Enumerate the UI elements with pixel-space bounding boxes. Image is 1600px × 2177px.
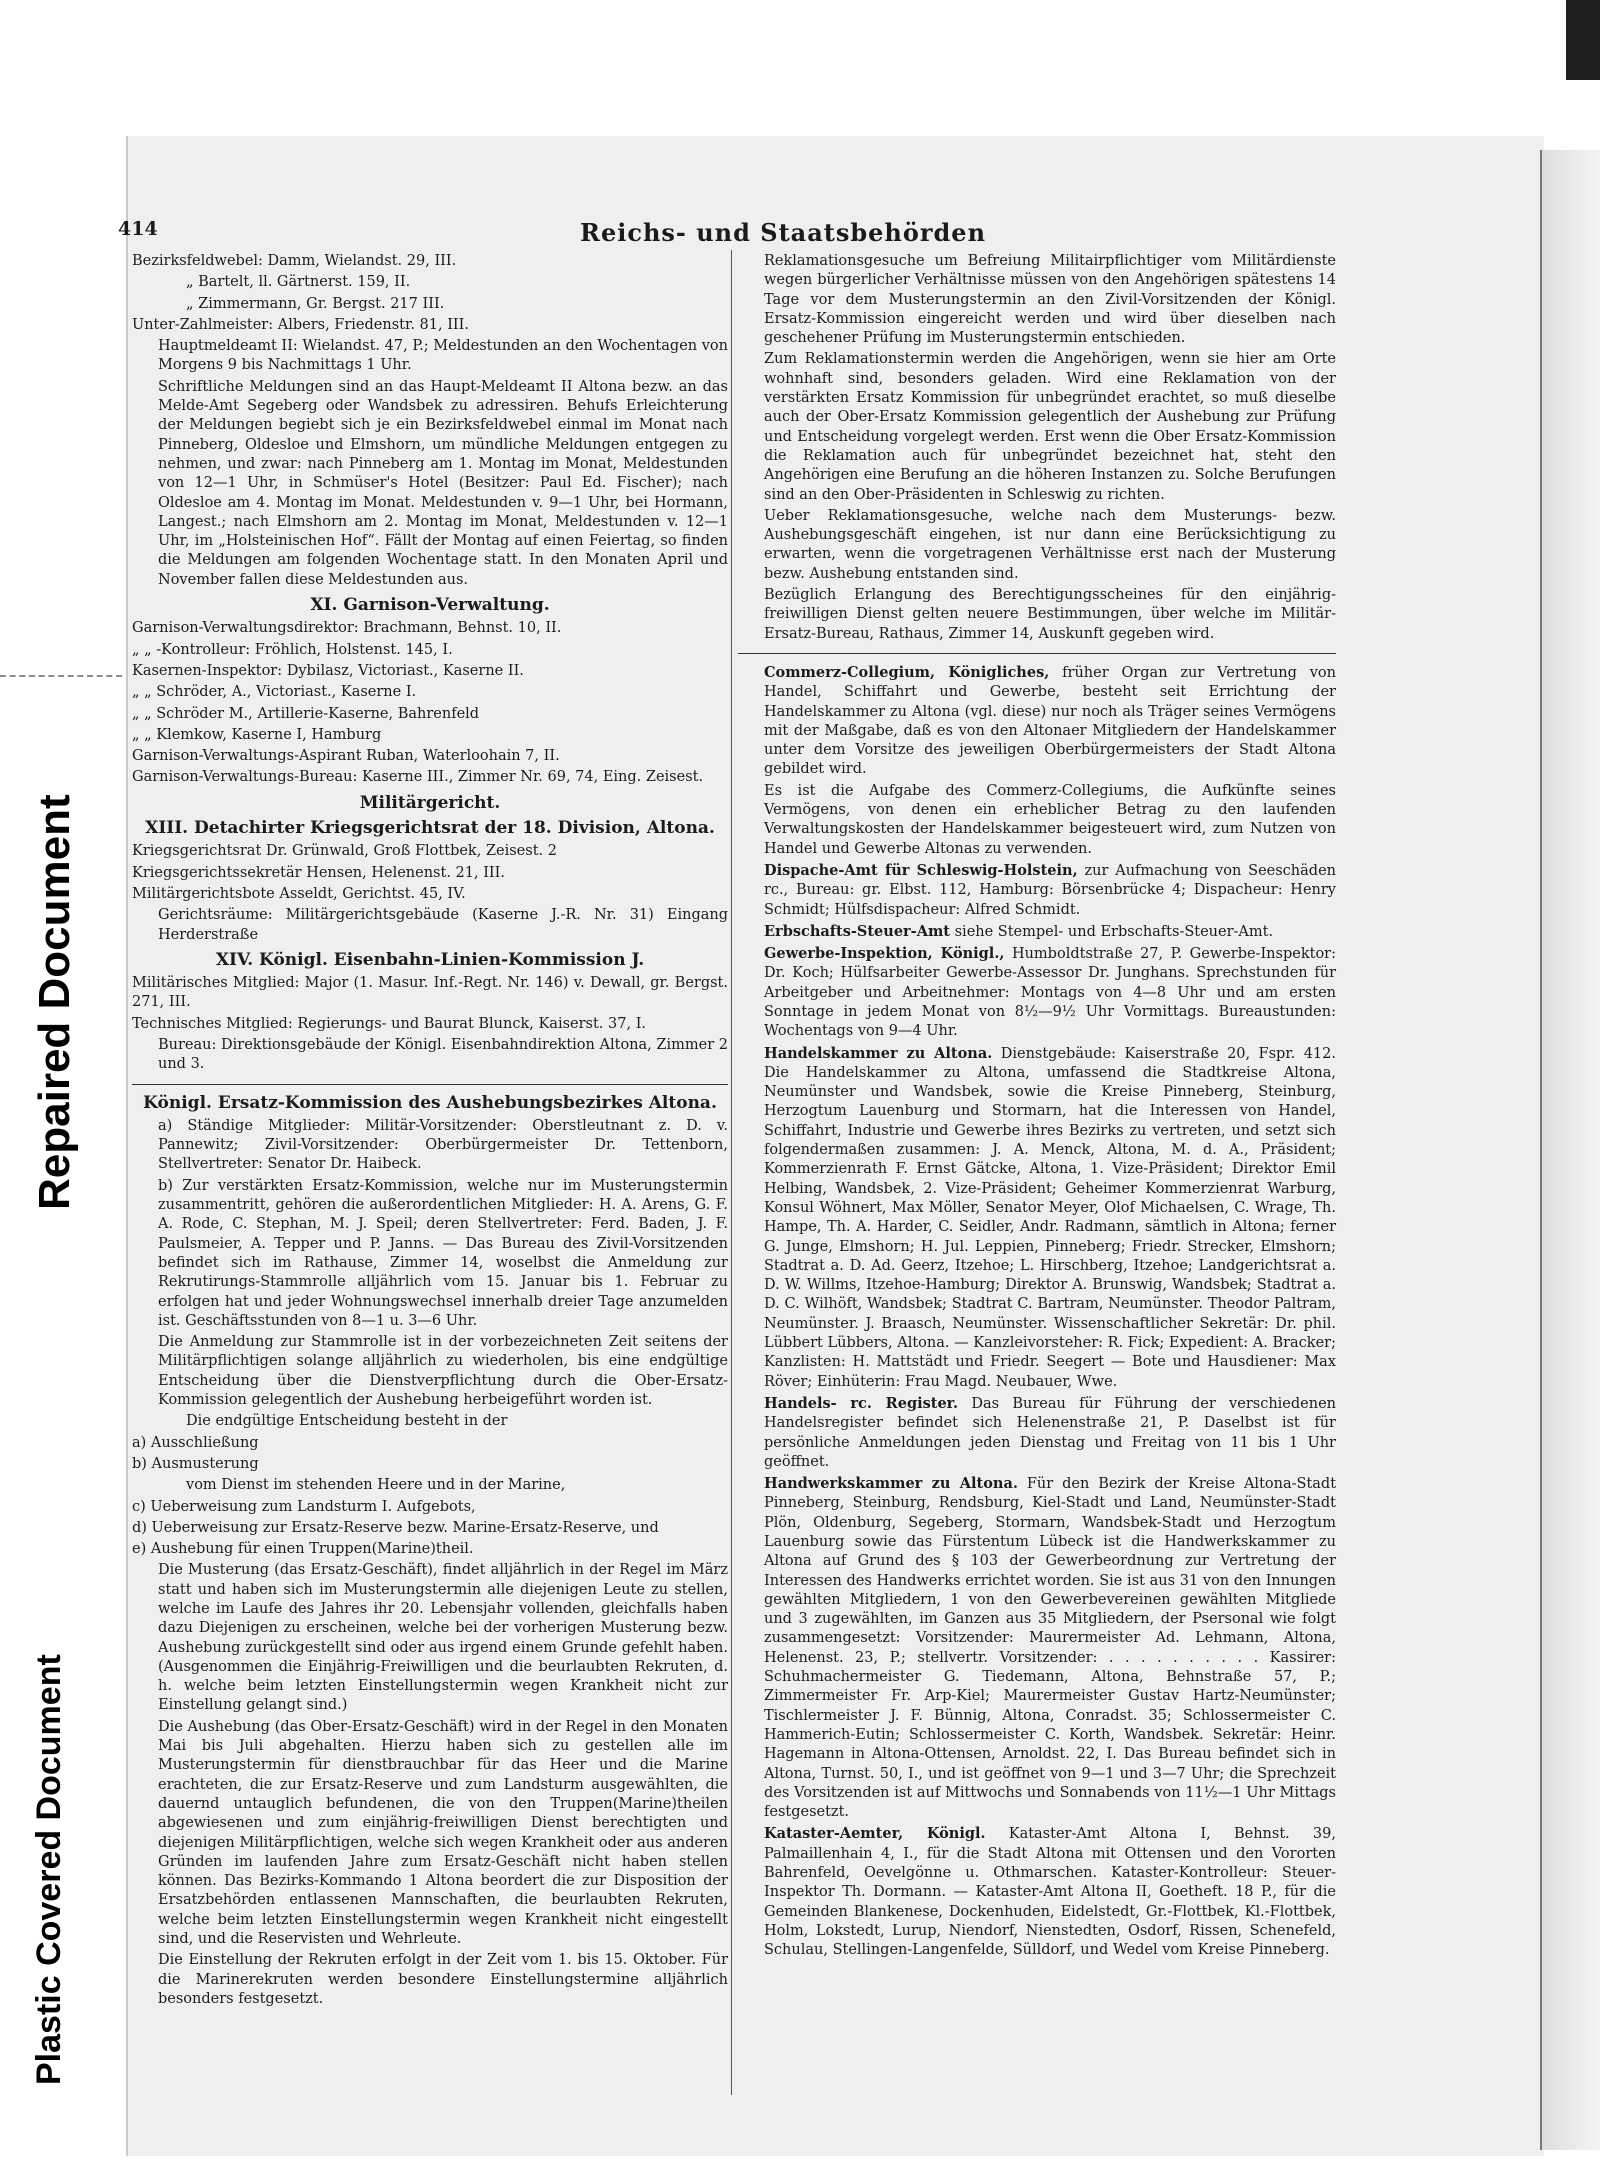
entry-heading: Handels- rc. Register. <box>764 1394 959 1412</box>
garnison-line: „ „ -Kontrolleur: Fröhlich, Holstenst. 145, I. <box>132 641 453 658</box>
entry-text: zur Aufmachung von Seeschäden rc., Bureau: gr. Elbst. 112, Hamburg: Börsenbrücke 4; Dispacheur: Henry Schmidt; Hülfsdispacheur: Alfred Schmidt. <box>764 862 1336 918</box>
bahn-line: Technisches Mitglied: Regierungs- und Baurat Blunck, Kaiserst. 37, I. <box>132 1015 647 1032</box>
entry-heading: Handelskammer zu Altona. <box>764 1044 993 1062</box>
garnison-line: Garnison-Verwaltungsdirektor: Brachmann, Behnst. 10, II. <box>132 620 562 637</box>
ueber-reklamation-paragraph: Ueber Reklamationsgesuche, welche nach dem Musterungs- bezw. Aushebungsgeschäft eingehen, ist nur dann eine Berücksichtigung zu erwarten, wenn die vorgetragenen Verhältnisse erst nach der Musterung bezw. Aushebung entstanden sind. <box>764 507 1336 582</box>
entry-text: Dienstgebäude: Kaiserstraße 20, Fspr. 412. Die Handelskammer zu Altona, umfassend die Stadtkreise Altona, Neumünster und Wandsbek, sowie die Kreise Pinneberg, Steinburg, Herzogtum Lauenburg und Stormarn, hat die Interessen von Handel, Schiffahrt, Industrie und Gewerbe ihres Bezirks zu vertreten, und setzt sich folgendermaßen zusammen: J. A. Menck, Altona, M. d. A., Präsident; Kommerzienrath F. Ernst Gätcke, Altona, 1. Vize-Präsident; Direktor Emil Helbing, Wandsbek, 2. Vize-Präsident; Geheimer Kommerzienrat Warburg, Konsul Wöhnert, Max Möller, Senator Meyer, Olof Michaelsen, C. Wrage, Th. Hampe, Th. A. Harder, C. Seidler, Andr. Radmann, sämtlich in Altona; ferner G. Junge, Elmshorn; H. Jul. Leppien, Pinneberg; Friedr. Strecker, Elmshorn; Stadtrat a. D. Ad. Geerz, Itzehoe; L. Hirschberg, Itzehoe; Landgerichtsrat a. D. W. Willms, Itzehoe-Hamburg; Direktor A. Brunswig, Wandsbek; Stadtrat a. D. C. Wilhöft, Wandsbek; Stadtrat C. Bartram, Neumünster. Theodor Paltram, Neumünster. J. Braasch, Neumünster. Wissenschaftlicher Sekretär: Dr. phil. Lübbert Lübbers, Altona. — Kanzleivorsteher: R. Fick; Expedient: A. Bracker; Kanzlisten: H. Mattstädt und Friedr. Seegert — Bote und Hausdiener: Max Röver; Einhüterin: Frau Magd. Neubauer, Wwe. <box>764 1045 1336 1390</box>
bahn-line: Bureau: Direktionsgebäude der Königl. Eisenbahndirektion Altona, Zimmer 2 und 3. <box>158 1036 728 1073</box>
entry-commerz-collegium <box>738 663 1336 780</box>
staff-line: „ Bartelt, ll. Gärtnerst. 159, II. <box>186 274 411 291</box>
section-kriegsgerichtsrat: XIII. Detachirter Kriegsgerichtsrat der 18. Division, Altona. <box>145 818 715 839</box>
garnison-line: Garnison-Verwaltungs-Bureau: Kaserne III., Zimmer Nr. 69, 74, Eing. Zeisest. <box>132 769 704 786</box>
entry-text: früher Organ zur Vertretung von Handel, Schiffahrt und Gewerbe, besteht seit Errichtung der Handelskammer zu Altona (vgl. diese) nur noch als Träger seines Vermögens mit der Maßgabe, daß es von den Altonaer Mitgliedern der Handelskammer unter dem Vorsitze des jeweiligen Oberbürgermeisters der Stadt Altona gebildet wird. <box>764 664 1336 778</box>
dashed-separator <box>0 675 122 677</box>
musterung-paragraph: Die Musterung (das Ersatz-Geschäft), findet alljährlich in der Regel im März statt und haben sich im Musterungstermin alle diejenigen Leute zu stellen, welche im Laufe des Jahres ihr 20. Lebensjahr vollenden, gleichfalls haben dazu Diejenigen zu erscheinen, welche bei der vorherigen Musterung bezw. Aushebung zurückgestellt sind oder aus irgend einem Grunde gefehlt haben. (Ausgenommen die Einjährig-Freiwilligen und die beurlaubten Rekruten, d. h. welche beim letzten Einstellungstermin wegen Krankheit nicht zur Einstellung gelangt sind.) <box>158 1562 728 1714</box>
garnison-line: Garnison-Verwaltungs-Aspirant Ruban, Waterloohain 7, II. <box>132 748 560 765</box>
entscheidung-intro: Die endgültige Entscheidung besteht in der <box>186 1413 508 1430</box>
commerz-paragraph: Es ist die Aufgabe des Commerz-Collegiums, die Aufkünfte seines Vermögens, von denen ein erheblicher Betrag zu den laufenden Verwaltungskosten der Handelskammer beigesteuert wird, zum Nutzen von Handel und Gewerbe Altonas zu verwenden. <box>764 782 1336 857</box>
entry-text: Kataster-Amt Altona I, Behnst. 39, Palmaillenhain 4, I., für die Stadt Altona mit Ottensen und den Vororten Bahrenfeld, Oevelgönne u. Othmarschen. Kataster-Kontrolleur: Steuer-Inspektor Th. Dormann. — Kataster-Amt Altona II, Goetheft. 18 P., für die Gemeinden Blankenese, Dockenhuden, Eidelstedt, Gr.-Flottbek, Kl.-Flottbek, Holm, Lokstedt, Lurup, Niendorf, Nienstedten, Osdorf, Rissen, Schenefeld, Schulau, Stellingen-Langenfelde, Sülldorf, und Wedel vom Kreise Pinneberg. <box>764 1826 1336 1959</box>
entry-heading: Gewerbe-Inspektion, Königl., <box>764 945 1005 963</box>
hauptmeldeamt-paragraph: Hauptmeldeamt II: Wielandst. 47, P.; Meldestunden an den Wochentagen von Morgens 9 bis Nachmittags 1 Uhr. <box>158 338 728 374</box>
berechtigungsschein-paragraph: Bezüglich Erlangung des Berechtigungsscheines für den einjährig-freiwilligen Dienst gelten neuere Bestimmungen, über welche im Militär-Ersatz-Bureau, Rathaus, Zimmer 14, Auskunft gegeben wird. <box>764 587 1336 642</box>
reklamationstermin-paragraph: Zum Reklamationstermin werden die Angehörigen, wenn sie hier am Orte wohnhaft sind, besonders geladen. Wird eine Reklamation von der verstärkten Ersatz Kommission für unbegründet erachtet, so muß dieselbe auch der Ober-Ersatz Kommission gelegentlich der Aushebung zur Prüfung und Entscheidung vorgelegt werden. Erst wenn die Ober Ersatz-Kommission die Reklamation auch für unbegründet bezeichnet hat, steht den Angehörigen eine Berufung an die höheren Instanzen zu. Solche Berufungen sind an den Ober-Präsidenten in Schleswig zu richten. <box>764 351 1336 503</box>
garnison-line: „ „ Schröder M., Artillerie-Kaserne, Bahrenfeld <box>132 705 480 722</box>
section-rule <box>738 653 1336 654</box>
left-column <box>132 252 728 2011</box>
anmeldung-paragraph: Die Anmeldung zur Stammrolle ist in der vorbezeichneten Zeit seitens der Militärpflichtigen solange alljährlich zu wiederholen, bis eine endgültige Entscheidung über die Dienstverpflichtung durch die Ober-Ersatz-Kommission gelegentlich der Aushebung herbeigeführt worden ist. <box>158 1334 728 1409</box>
garnison-line: „ „ Klemkow, Kaserne I, Hamburg <box>132 726 382 743</box>
page-header: Reichs- und Staatsbehörden <box>580 218 987 247</box>
entry-heading: Handwerkskammer zu Altona. <box>764 1475 1018 1493</box>
entry-text: siehe Stempel- und Erbschafts-Steuer-Amt. <box>954 923 1274 940</box>
column-divider <box>731 250 732 2095</box>
aushebung-paragraph: Die Aushebung (das Ober-Ersatz-Geschäft) wird in der Regel in den Monaten Mai bis Juli abgehalten. Hierzu haben sich zu gestellen alle im Musterungstermin für dienstbrauchbar für das Heer und die Marine erachteten, die zur Ersatz-Reserve und zum Landsturm ausgewählten, die dauernd untauglich befundenen, die von den Truppen(Marine)theilen abgewiesenen und zum einjährig-freiwilligen Dienst berechtigten und diejenigen Militärpflichtigen, welche sich wegen Krankheit oder aus anderen Gründen im laufenden Jahre zum Ersatz-Geschäft nicht haben stellen können. Das Bezirks-Kommando 1 Altona beordert die zur Disposition der Ersatzbehörden entlassenen Mannschaften, die beurlaubten Rekruten, welche beim letzten Einstellungstermin wegen Krankheit nicht eingestellt sind, und die Reservisten und Wehrleute. <box>158 1718 728 1948</box>
entscheidung-item: a) Ausschließung <box>132 1434 259 1451</box>
reklamation-paragraph: Reklamationsgesuche um Befreiung Militairpflichtiger vom Militärdienste wegen bürgerlicher Verhältnisse müssen von den Angehörigen spätestens 14 Tage vor dem Musterungstermin an den Zivil-Vorsitzenden der Königl. Ersatz-Kommission eingereicht werden und wird über dieselben nach geschehener Prüfung im Musterungstermin entschieden. <box>764 253 1336 347</box>
gericht-line: Gerichtsräume: Militärgerichtsgebäude (Kaserne J.-R. Nr. 31) Eingang Herderstraße <box>158 907 728 943</box>
entscheidung-item: vom Dienst im stehenden Heere und in der Marine, <box>186 1477 566 1494</box>
ersatz-a-paragraph: a) Ständige Mitglieder: Militär-Vorsitzender: Oberstleutnant z. D. v. Pannewitz; Zivil-Vorsitzender: Oberbürgermeister Dr. Tettenborn, Stellvertreter: Senator Dr. Haibeck. <box>158 1117 728 1173</box>
entry-heading: Dispache-Amt für Schleswig-Holstein, <box>764 861 1078 879</box>
section-garnison-verwaltung: XI. Garnison-Verwaltung. <box>310 595 550 616</box>
ersatz-b-paragraph: b) Zur verstärkten Ersatz-Kommission, welche nur im Musterungstermin zusammentritt, gehören die außerordentlichen Mitglieder: H. A. Arens, G. F. A. Rode, C. Stephan, M. J. Speil; deren Stellvertreter: Ferd. Baden, J. F. Paulsmeier, A. Tepper und P. Janns. — Das Bureau des Zivil-Vorsitzenden befindet sich im Rathause, Zimmer 14, woselbst die Anmeldung zur Rekrutirungs-Stammrolle alljährlich vom 15. Januar bis 1. Februar zu erfolgen hat und jeder Wohnungswechsel innerhalb dreier Tage anzumelden ist. Geschäftsstunden von 8—1 u. 3—6 Uhr. <box>158 1177 728 1329</box>
gericht-line: Kriegsgerichtssekretär Hensen, Helenenst. 21, III. <box>132 864 505 881</box>
staff-line: „ Zimmermann, Gr. Bergst. 217 III. <box>186 295 445 312</box>
repaired-document-label: Repaired Document <box>30 794 79 1210</box>
bahn-line: Militärisches Mitglied: Major (1. Masur. Inf.-Regt. Nr. 146) v. Dewall, gr. Bergst. 271, III. <box>132 975 728 1011</box>
entry-dispache-amt <box>738 861 1336 920</box>
left-label-strip <box>0 0 120 2177</box>
entry-gewerbe-inspektion <box>738 944 1336 1041</box>
entry-heading: Kataster-Aemter, Königl. <box>764 1825 986 1843</box>
section-eisenbahn-kommission: XIV. Königl. Eisenbahn-Linien-Kommission J. <box>215 949 645 970</box>
dark-corner <box>1566 0 1600 80</box>
entry-heading: Commerz-Collegium, Königliches, <box>764 663 1050 681</box>
gericht-line: Kriegsgerichtsrat Dr. Grünwald, Groß Flottbek, Zeisest. 2 <box>132 843 557 860</box>
plastic-covered-label: Plastic Covered Document <box>30 1654 68 2085</box>
entry-handelskammer <box>738 1044 1336 1392</box>
einstellung-paragraph: Die Einstellung der Rekruten erfolgt in der Zeit vom 1. bis 15. Oktober. Für die Marinerekruten werden besondere Einstellungstermine alljährlich besonders festgesetzt. <box>158 1952 728 2007</box>
page-number: 414 <box>118 218 158 240</box>
right-gutter <box>1540 150 1600 2150</box>
entry-handels-register <box>738 1394 1336 1472</box>
entscheidung-item: e) Aushebung für einen Truppen(Marine)theil. <box>132 1541 474 1558</box>
garnison-line: „ „ Schröder, A., Victoriast., Kaserne I. <box>132 684 417 701</box>
entscheidung-item: d) Ueberweisung zur Ersatz-Reserve bezw. Marine-Ersatz-Reserve, und <box>132 1519 659 1536</box>
top-band <box>122 0 1600 52</box>
entry-text: Für den Bezirk der Kreise Altona-Stadt Pinneberg, Steinburg, Rendsburg, Kiel-Stadt und Land, Neumünster-Stadt Plön, Oldenburg, Segeberg, Stormarn, Wandsbek-Stadt und Herzogtum Lauenburg sowie das Fürstentum Lübeck ist die Handwerkskammer zu Altona auf Grund des § 103 der Gewerbeordnung zur Vertretung der Interessen des Handwerks errichtet worden. Sie ist aus 31 von den Innungen gewählten Mitgliedern, 1 von den Gewerbevereinen gewählten Mitgliede und 3 zugewählten, im Ganzen aus 35 Mitgliedern, der Psersonal wie folgt zusammengesetzt: Vorsitzender: Maurermeister Ad. Lehmann, Altona, Helenenst. 23, P.; stellvertr. Vorsitzender: . . . . . . . . . . Kassirer: Schuhmachermeister G. Tiedemann, Altona, Behnstraße 57, P.; Zimmermeister Fr. Arp-Kiel; Maurermeister Gustav Hartz-Neumünster; Tischlermeister J. F. Bünnig, Altona, Conradst. 35; Schlossermeister C. Hammerich-Eutin; Schlossermeister C. Korth, Wandsbek. Sekretär: Heinr. Hagemann in Altona-Ottensen, Arnoldst. 22, I. Das Bureau befindet sich in Altona, Turnst. 50, I., und ist geöffnet von 9—1 und 3—7 Uhr; die Sprechzeit des Vorsitzenden ist auf Mittwochs und Sonnabends von 11½—1 Uhr Mittags festgesetzt. <box>764 1476 1337 1821</box>
meldungen-paragraph: Schriftliche Meldungen sind an das Haupt-Meldeamt II Altona bezw. an das Melde-Amt Segeberg oder Wandsbek zu adressiren. Behufs Erleichterung der Meldungen begiebt sich je ein Bezirksfeldwebel einmal im Monat nach Pinneberg, Oldesloe und Elmshorn, um mündliche Meldungen entgegen zu nehmen, und zwar: nach Pinneberg am 1. Montag im Monat, Meldestunden von 12—1 Uhr, in Schmüser's Hotel (Besitzer: Paul Ed. Fischer); nach Oldesloe am 4. Montag im Monat. Meldestunden v. 9—1 Uhr, bei Hormann, Langest.; nach Elmshorn am 2. Montag im Monat, Meldestunden v. 12—1 Uhr, im „Holsteinischen Hof“. Fällt der Montag auf einen Feiertag, so finden die Meldungen am folgenden Wochentage statt. In den Monaten April und November fallen diese Meldestunden aus. <box>158 378 728 588</box>
garnison-line: Kasernen-Inspektor: Dybilasz, Victoriast., Kaserne II. <box>132 662 524 679</box>
section-ersatz-kommission: Königl. Ersatz-Kommission des Aushebungsbezirkes Altona. <box>143 1092 717 1113</box>
entry-text: Humboldtstraße 27, P. Gewerbe-Inspektor: Dr. Koch; Hülfsarbeiter Gewerbe-Assessor Dr. Junghans. Sprechstunden für Arbeitgeber und Arbeitnehmer: Montags von 4—8 Uhr und am ersten Sonntage in jedem Monat von 8½—9½ Uhr Vormittags. Bureaustunden: Wochentags von 9—4 Uhr. <box>764 946 1336 1040</box>
entscheidung-item: c) Ueberweisung zum Landsturm I. Aufgebots, <box>132 1498 476 1515</box>
staff-line: Unter-Zahlmeister: Albers, Friedenstr. 81, III. <box>132 316 469 333</box>
entry-erbschafts-steuer-amt <box>738 922 1336 942</box>
entry-heading: Erbschafts-Steuer-Amt <box>764 922 950 940</box>
entry-kataster-aemter <box>738 1824 1336 1960</box>
staff-line: Bezirksfeldwebel: Damm, Wielandst. 29, III. <box>132 253 457 269</box>
gericht-line: Militärgerichtsbote Asseldt, Gerichtst. 45, IV. <box>132 885 466 902</box>
entry-handwerkskammer <box>738 1474 1336 1822</box>
entscheidung-item: b) Ausmusterung <box>132 1455 259 1472</box>
section-militaergericht: Militärgericht. <box>359 792 501 813</box>
entry-text: Das Bureau für Führung der verschiedenen Handelsregister befindet sich Helenenstraße 21, P. Daselbst ist für persönliche Anmeldungen jeden Dienstag und Freitag von 11 bis 1 Uhr geöffnet. <box>764 1395 1337 1470</box>
section-rule <box>132 1084 728 1085</box>
right-column <box>738 252 1336 1963</box>
